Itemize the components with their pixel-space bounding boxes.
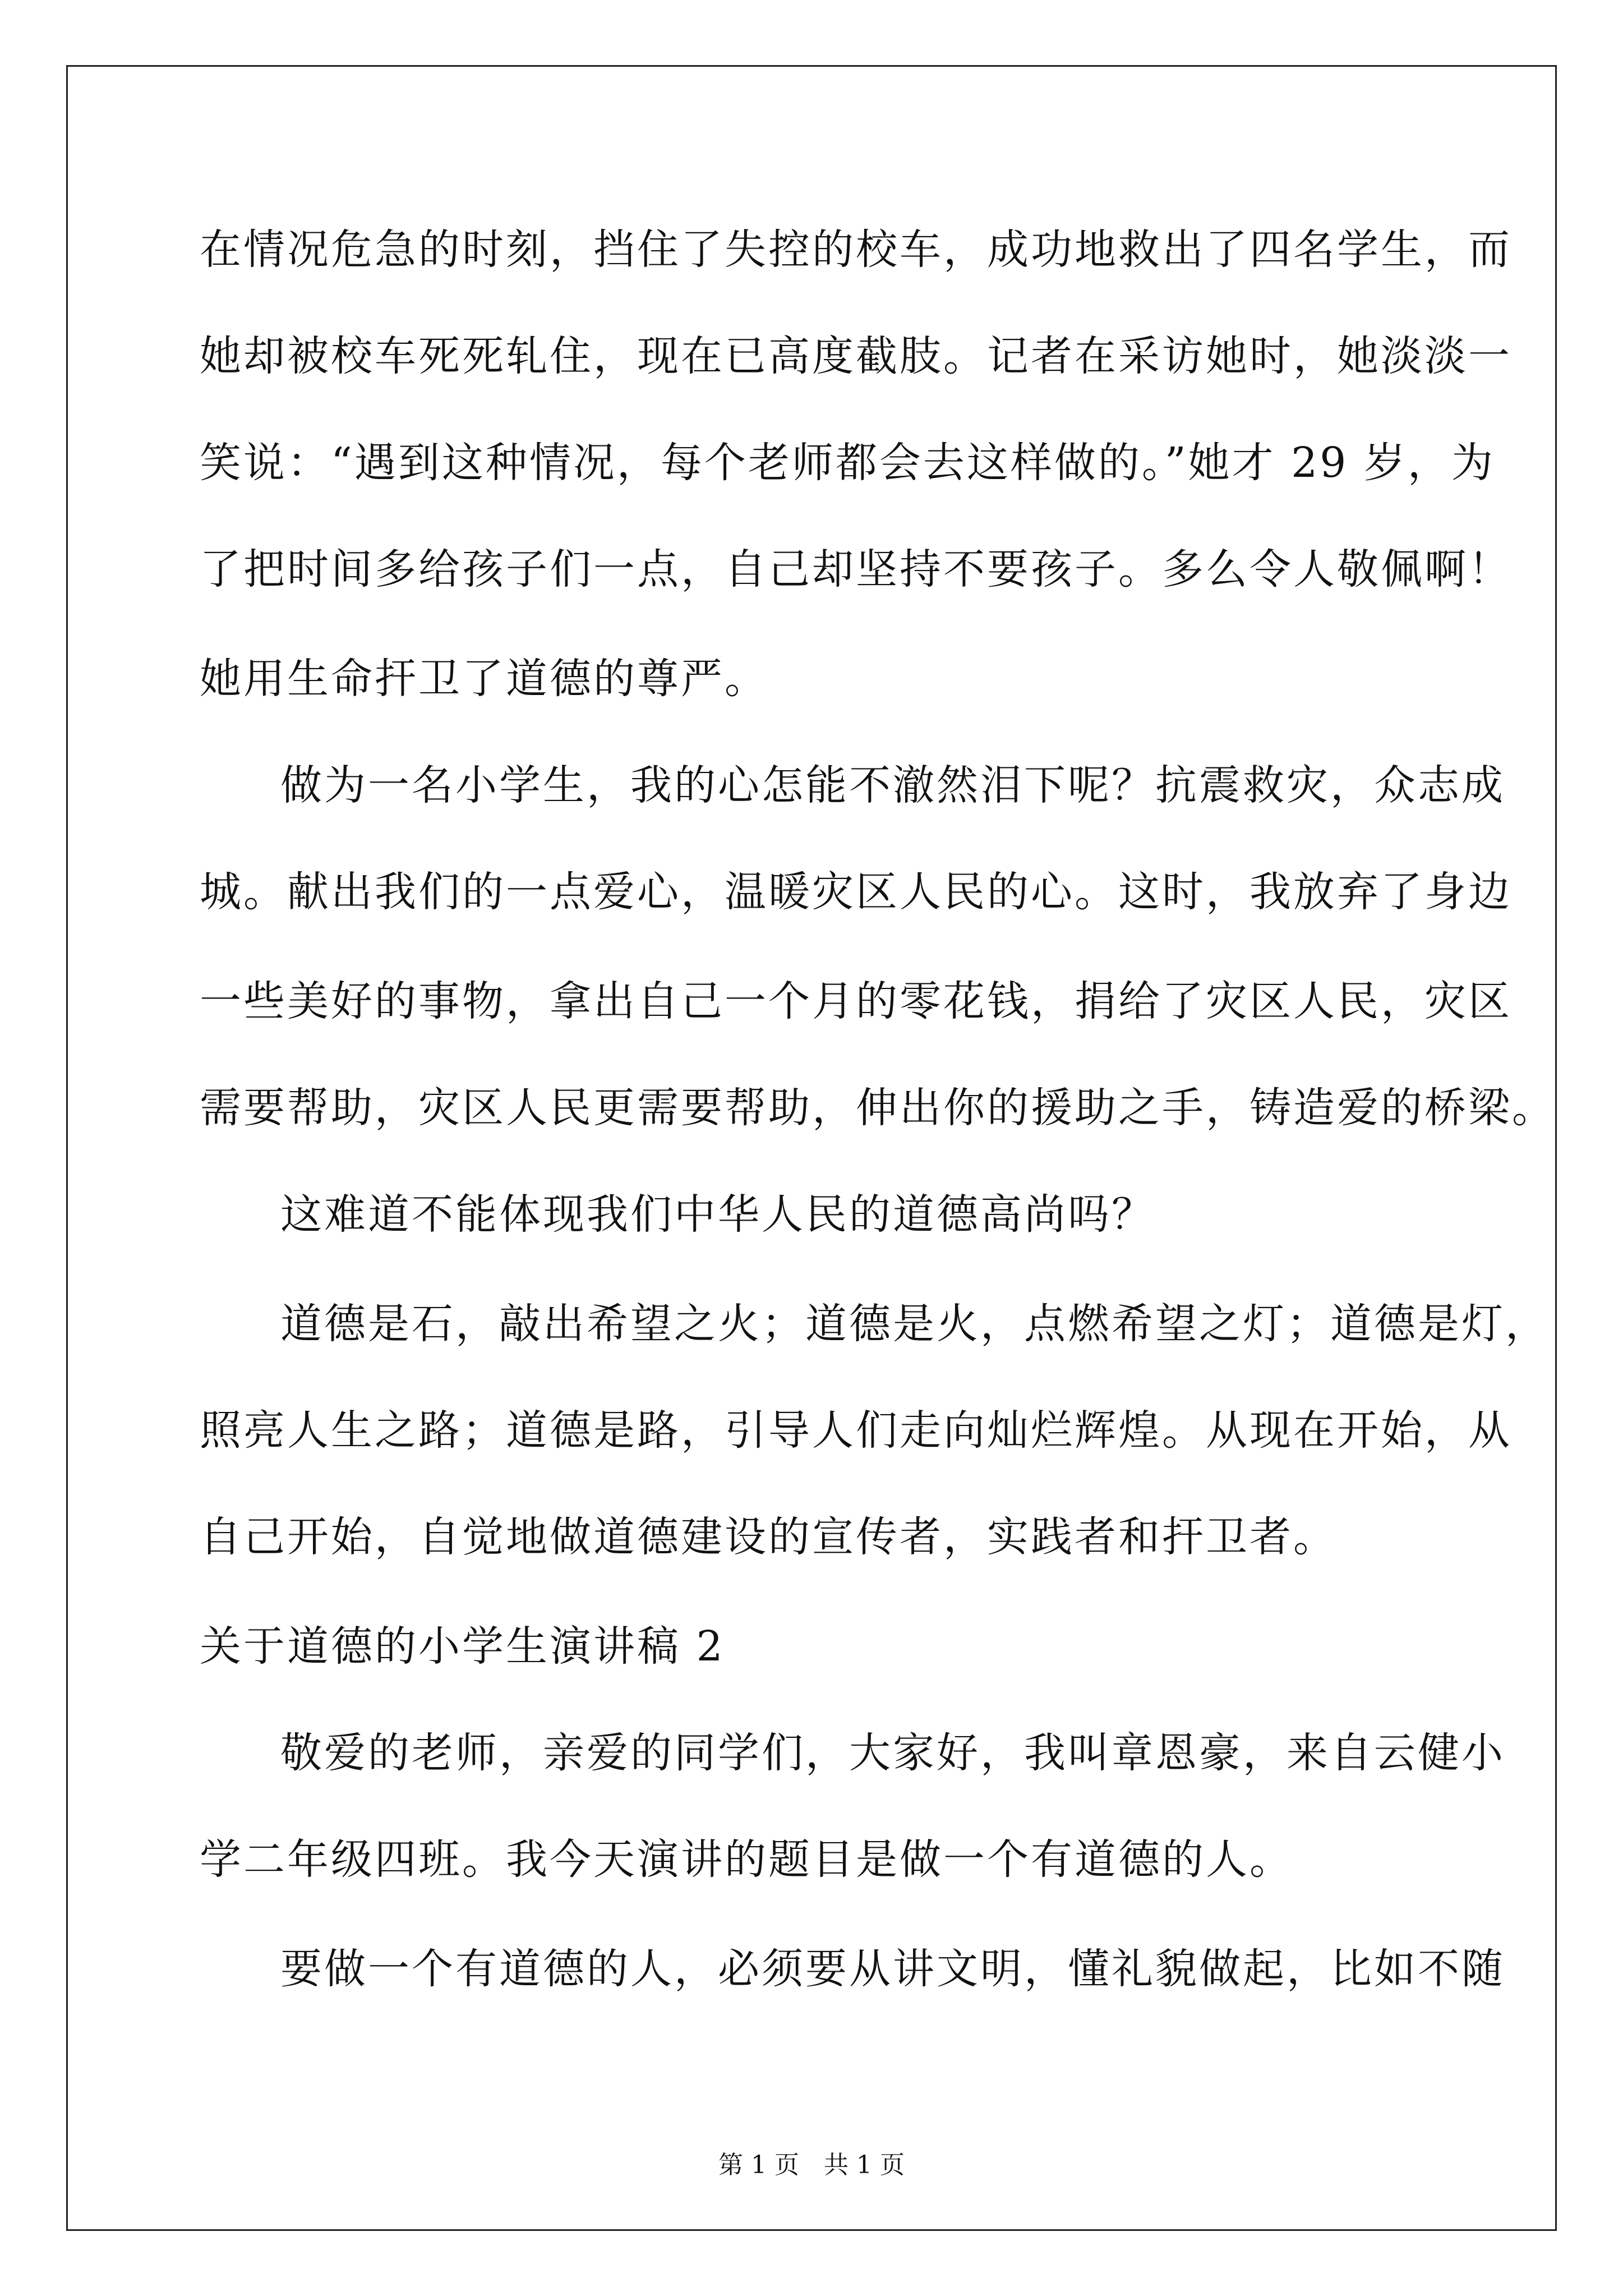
body-line: 需要帮助，灾区人民更需要帮助，伸出你的援助之手，铸造爱的桥梁。 bbox=[200, 1084, 1556, 1132]
body-line: 她却被校车死死轧住，现在已高度截肢。记者在采访她时，她淡淡一 bbox=[200, 332, 1512, 380]
body-line: 在情况危急的时刻，挡住了失控的校车，成功地救出了四名学生，而 bbox=[200, 226, 1512, 274]
body-line: 笑说：“遇到这种情况，每个老师都会去这样做的。”她才 29 岁，为 bbox=[200, 439, 1495, 487]
body-line: 照亮人生之路；道德是路，引导人们走向灿烂辉煌。从现在开始，从 bbox=[200, 1406, 1512, 1455]
page-border bbox=[66, 65, 1557, 2231]
body-line: 一些美好的事物，拿出自己一个月的零花钱，捐给了灾区人民，灾区 bbox=[200, 977, 1512, 1025]
body-line: 城。献出我们的一点爱心，温暖灾区人民的心。这时，我放弃了身边 bbox=[200, 868, 1512, 916]
body-line: 自己开始，自觉地做道德建设的宣传者，实践者和扞卫者。 bbox=[200, 1513, 1337, 1561]
body-line: 这难道不能体现我们中华人民的道德高尚吗？ bbox=[280, 1190, 1155, 1239]
body-line: 了把时间多给孩子们一点，自己却坚持不要孩子。多么令人敬佩啊！ bbox=[200, 545, 1512, 593]
body-line: 要做一个有道德的人，必须要从讲文明，懂礼貌做起，比如不随 bbox=[280, 1945, 1505, 1993]
body-line: 道德是石，敲出希望之火；道德是火，点燃希望之灯；道德是灯， bbox=[280, 1300, 1549, 1348]
page-footer: 第 1 页 共 1 页 bbox=[718, 2151, 905, 2179]
section-heading: 关于道德的小学生演讲稿 2 bbox=[200, 1622, 725, 1671]
body-line: 她用生命扞卫了道德的尊严。 bbox=[200, 655, 768, 703]
body-line: 做为一名小学生，我的心怎能不澈然泪下呢？抗震救灾，众志成 bbox=[280, 761, 1505, 809]
body-line: 敬爱的老师，亲爱的同学们，大家好，我叫章恩豪，来自云健小 bbox=[280, 1729, 1505, 1777]
body-line: 学二年级四班。我今天演讲的题目是做一个有道德的人。 bbox=[200, 1835, 1293, 1884]
